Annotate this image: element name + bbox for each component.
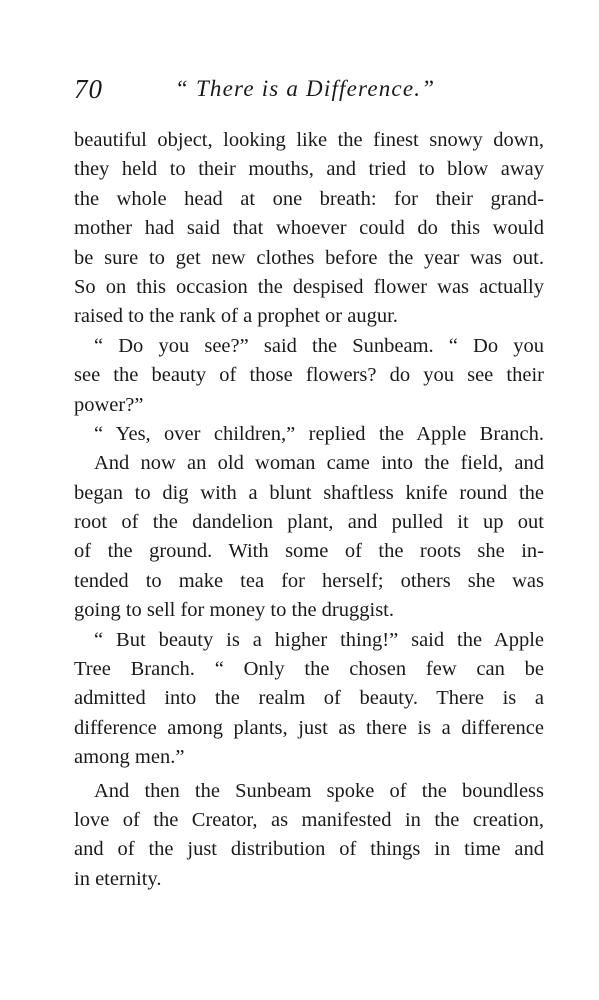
- text-line: and of the just distribution of things in time and: [74, 838, 544, 861]
- text-line: the whole head at one breath: for their grand-: [74, 187, 544, 210]
- text-line: Tree Branch. “ Only the chosen few can be: [74, 658, 544, 681]
- text-line: mother had said that whoever could do this would: [74, 217, 544, 240]
- text-line: in eternity.: [74, 867, 162, 890]
- text-line: going to sell for money to the druggist.: [74, 599, 394, 622]
- text-line: And now an old woman came into the field, and: [94, 452, 544, 475]
- running-head: [74, 74, 544, 106]
- text-line: root of the dandelion plant, and pulled it up out: [74, 511, 544, 534]
- text-line: they held to their mouths, and tried to blow away: [74, 158, 544, 181]
- text-line: of the ground. With some of the roots she in-: [74, 540, 544, 563]
- text-line: power?”: [74, 393, 144, 416]
- text-line: began to dig with a blunt shaftless knife round the: [74, 481, 544, 504]
- text-line: beautiful object, looking like the finest snowy down,: [74, 129, 544, 151]
- text-line: So on this occasion the despised flower was actually: [74, 275, 544, 298]
- text-line: see the beauty of those flowers? do you see their: [74, 364, 544, 387]
- text-line: difference among plants, just as there is a difference: [74, 716, 544, 739]
- text-line: admitted into the realm of beauty. There is a: [74, 687, 544, 710]
- text-line: “ Do you see?” said the Sunbeam. “ Do you: [94, 334, 544, 357]
- text-line: “ Yes, over children,” replied the Apple Branch.: [94, 422, 544, 445]
- text-line: raised to the rank of a prophet or augur.: [74, 305, 398, 328]
- text-line: be sure to get new clothes before the year was out.: [74, 246, 544, 269]
- text-line: “ But beauty is a higher thing!” said the Apple: [94, 628, 544, 651]
- running-title: “ There is a Difference.”: [175, 76, 436, 101]
- page-number: 70: [74, 74, 103, 104]
- text-line: love of the Creator, as manifested in the creation,: [74, 808, 544, 831]
- text-line: among men.”: [74, 746, 185, 769]
- body-text: [74, 126, 544, 894]
- text-line: And then the Sunbeam spoke of the boundless: [94, 779, 544, 802]
- text-line: tended to make tea for herself; others she was: [74, 569, 544, 592]
